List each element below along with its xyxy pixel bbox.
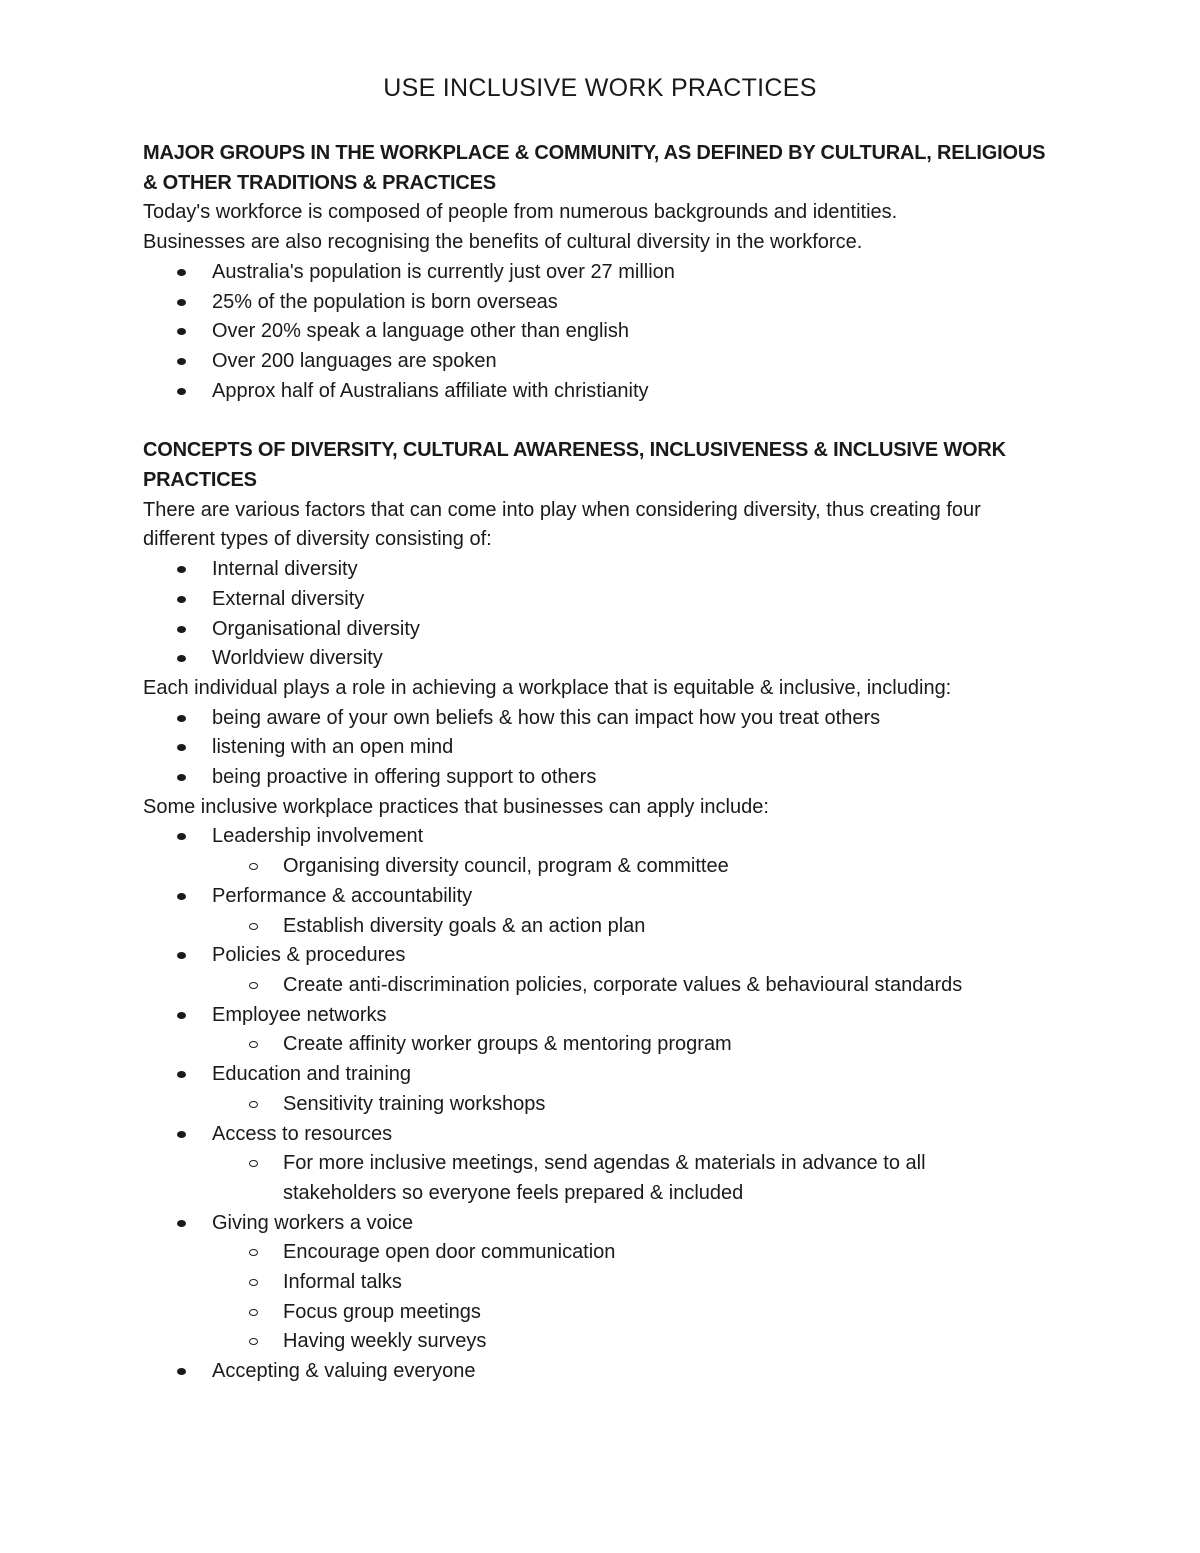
bullet-icon xyxy=(177,388,186,395)
section-concepts-of-diversity xyxy=(143,436,1083,1387)
bullet-icon xyxy=(177,269,186,276)
sub-list-container xyxy=(143,1090,1083,1120)
sub-list-container xyxy=(143,912,1083,942)
intro-line: Today's workforce is composed of people from numerous backgrounds and identities. xyxy=(143,201,898,224)
practices-intro: Some inclusive workplace practices that businesses can apply include: xyxy=(143,795,769,818)
sub-list-item xyxy=(212,1090,1083,1120)
list-item xyxy=(143,258,1083,288)
bullet-icon xyxy=(177,358,186,365)
bullet-icon xyxy=(177,328,186,335)
section-intro xyxy=(143,198,1083,257)
list-item xyxy=(143,822,1083,852)
list-item xyxy=(143,763,1083,793)
sub-list-item xyxy=(212,1268,1083,1298)
bullet-icon xyxy=(177,952,186,959)
sub-list-container xyxy=(143,1030,1083,1060)
list-item xyxy=(143,347,1083,377)
sub-list-item xyxy=(212,1149,1012,1208)
list-item xyxy=(143,644,1083,674)
list-item xyxy=(143,1001,1083,1031)
bullet-icon xyxy=(177,626,186,633)
bullet-icon xyxy=(177,566,186,573)
bullet-icon xyxy=(177,596,186,603)
sub-list xyxy=(143,852,1083,882)
sub-list xyxy=(143,971,1083,1001)
sub-list-item xyxy=(212,852,1083,882)
section-intro xyxy=(143,496,1083,555)
circle-bullet-icon xyxy=(249,1249,258,1256)
section-heading xyxy=(143,139,1083,198)
list-item-text: Employee networks xyxy=(212,1003,387,1026)
bullet-icon xyxy=(177,715,186,722)
list-item-text: Internal diversity xyxy=(212,558,358,581)
bullet-icon xyxy=(177,893,186,900)
bullet-icon xyxy=(177,833,186,840)
intro-line: There are various factors that can come into play when considering diversity, thus creating four xyxy=(143,498,981,521)
sub-list-item xyxy=(212,971,1083,1001)
sub-list-item-text: Encourage open door communication xyxy=(283,1241,616,1264)
bullet-icon xyxy=(177,299,186,306)
role-intro: Each individual plays a role in achieving a workplace that is equitable & inclusive, including: xyxy=(143,676,952,699)
list-item-text: Approx half of Australians affiliate with christianity xyxy=(212,379,649,402)
list-item-text: Over 20% speak a language other than english xyxy=(212,320,629,343)
list-item xyxy=(143,377,1083,407)
list-item xyxy=(143,1060,1083,1090)
sub-list-item-text: Organising diversity council, program & committee xyxy=(283,855,729,878)
section-heading-line: MAJOR GROUPS IN THE WORKPLACE & COMMUNITY, AS DEFINED BY CULTURAL, RELIGIOUS xyxy=(143,142,1046,164)
inclusive-practices-list xyxy=(143,822,1083,1386)
sub-list-item xyxy=(212,1030,1083,1060)
section-heading-line: & OTHER TRADITIONS & PRACTICES xyxy=(143,171,496,194)
population-facts-list xyxy=(143,258,1083,407)
bullet-icon xyxy=(177,1368,186,1375)
bullet-icon xyxy=(177,774,186,781)
sub-list-item-text: Establish diversity goals & an action plan xyxy=(283,914,646,937)
list-item-text: Australia's population is currently just over 27 million xyxy=(212,260,675,283)
list-item xyxy=(143,1120,1083,1150)
list-item-text: External diversity xyxy=(212,587,365,610)
sub-list-item xyxy=(212,1298,1083,1328)
list-item-text: Policies & procedures xyxy=(212,944,406,967)
sub-list-item xyxy=(212,1327,1083,1357)
sub-list-item-text: Sensitivity training workshops xyxy=(283,1092,546,1115)
list-item-text: being aware of your own beliefs & how this can impact how you treat others xyxy=(212,706,881,729)
circle-bullet-icon xyxy=(249,863,258,870)
individual-role-list xyxy=(143,704,1083,793)
document-title: USE INCLUSIVE WORK PRACTICES xyxy=(383,74,817,102)
sub-list-item-text: Informal talks xyxy=(283,1271,402,1294)
list-item-text: Access to resources xyxy=(212,1122,393,1145)
list-item xyxy=(143,941,1083,971)
circle-bullet-icon xyxy=(249,1309,258,1316)
section-spacer xyxy=(143,406,1083,436)
sub-list-item xyxy=(212,912,1083,942)
sub-list xyxy=(143,1238,1083,1357)
bullet-icon xyxy=(177,655,186,662)
sub-list-item-text: Create affinity worker groups & mentoring program xyxy=(283,1033,732,1056)
list-item xyxy=(143,1209,1083,1239)
circle-bullet-icon xyxy=(249,982,258,989)
bullet-icon xyxy=(177,1071,186,1078)
sub-list-container xyxy=(143,971,1083,1001)
list-item xyxy=(143,585,1083,615)
list-item-text: Education and training xyxy=(212,1063,412,1086)
bullet-icon xyxy=(177,744,186,751)
intro-line: different types of diversity consisting of: xyxy=(143,528,492,551)
list-item xyxy=(143,882,1083,912)
sub-list xyxy=(143,1149,1012,1208)
list-item xyxy=(143,317,1083,347)
circle-bullet-icon xyxy=(249,1160,258,1167)
list-item-text: Accepting & valuing everyone xyxy=(212,1360,476,1383)
sub-list-item-text: Create anti-discrimination policies, corporate values & behavioural standards xyxy=(283,973,963,996)
list-item xyxy=(143,555,1083,585)
list-item xyxy=(143,733,1083,763)
section-heading-line: CONCEPTS OF DIVERSITY, CULTURAL AWARENESS, INCLUSIVENESS & INCLUSIVE WORK xyxy=(143,439,1006,462)
list-item-text: Giving workers a voice xyxy=(212,1211,414,1234)
document-body xyxy=(143,139,1083,1387)
circle-bullet-icon xyxy=(249,1041,258,1048)
list-item xyxy=(143,615,1083,645)
list-item xyxy=(143,1357,1083,1387)
sub-list xyxy=(143,1030,1083,1060)
bullet-icon xyxy=(177,1131,186,1138)
sub-list-item-text: Having weekly surveys xyxy=(283,1330,487,1353)
list-item-text: Organisational diversity xyxy=(212,617,420,640)
list-item xyxy=(143,704,1083,734)
bullet-icon xyxy=(177,1012,186,1019)
sub-list-container xyxy=(143,1238,1083,1357)
list-item-text: 25% of the population is born overseas xyxy=(212,290,558,313)
circle-bullet-icon xyxy=(249,1338,258,1345)
sub-list-item-text: Focus group meetings xyxy=(283,1300,481,1323)
list-item-text: listening with an open mind xyxy=(212,736,454,759)
list-item xyxy=(143,288,1083,318)
sub-list xyxy=(143,912,1083,942)
list-item-text: Leadership involvement xyxy=(212,825,424,848)
list-item-text: Over 200 languages are spoken xyxy=(212,349,497,372)
list-item-text: being proactive in offering support to others xyxy=(212,766,597,789)
diversity-types-list xyxy=(143,555,1083,674)
sub-list-container xyxy=(143,852,1083,882)
section-major-groups xyxy=(143,139,1083,406)
list-item-text: Worldview diversity xyxy=(212,647,383,670)
sub-list xyxy=(143,1090,1083,1120)
bullet-icon xyxy=(177,1220,186,1227)
sub-list-container xyxy=(143,1149,1083,1208)
intro-line: Businesses are also recognising the benefits of cultural diversity in the workforce. xyxy=(143,231,863,254)
section-heading-line: PRACTICES xyxy=(143,469,257,492)
sub-list-item xyxy=(212,1238,1083,1268)
list-item-text: Performance & accountability xyxy=(212,884,473,907)
circle-bullet-icon xyxy=(249,1101,258,1108)
section-heading xyxy=(143,436,1083,495)
sub-list-item-text: For more inclusive meetings, send agendas & materials in advance to all stakeholders so everyone feels prepared & included xyxy=(283,1152,926,1204)
circle-bullet-icon xyxy=(249,923,258,930)
circle-bullet-icon xyxy=(249,1279,258,1286)
